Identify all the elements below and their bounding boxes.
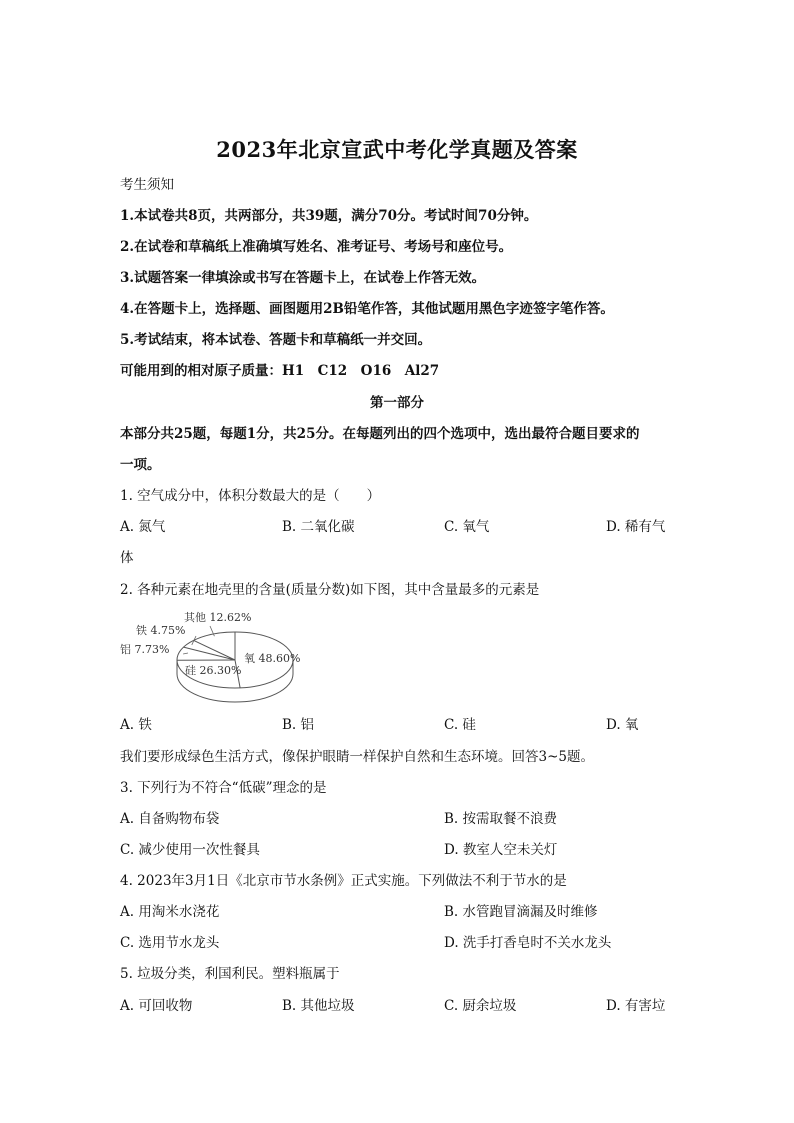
question-2-option-c: C. 硅 (444, 717, 476, 733)
question-1-option-b: B. 二氧化碳 (282, 519, 355, 535)
question-4-option-b: B. 水管跑冒滴漏及时维修 (444, 904, 598, 920)
notice-item: 4.在答题卡上，选择题、画图题用2B铅笔作答，其他试题用黑色字迹签字笔作答。 (120, 301, 614, 317)
question-1-option-d: D. 稀有气 (606, 519, 666, 535)
question-4-option-d: D. 洗手打香皂时不关水龙头 (444, 935, 612, 951)
question-5-stem: 5. 垃圾分类，利国利民。塑料瓶属于 (120, 966, 340, 982)
question-3-stem: 3. 下列行为不符合“低碳”理念的是 (120, 780, 327, 796)
pie-slice-label: 铁 4.75% (136, 624, 186, 637)
notice-item: 3.试题答案一律填涂或书写在答题卡上，在试卷上作答无效。 (120, 270, 486, 286)
question-2-option-a: A. 铁 (120, 717, 152, 733)
question-5-option-c: C. 厨余垃圾 (444, 998, 517, 1014)
page-title: 2023年北京宣武中考化学真题及答案 (216, 137, 578, 162)
question-2-option-b: B. 铝 (282, 717, 315, 733)
context-3-5: 我们要形成绿色生活方式，像保护眼睛一样保护自然和生态环境。回答3~5题。 (120, 749, 594, 765)
question-2-stem: 2. 各种元素在地壳里的含量(质量分数)如下图，其中含量最多的元素是 (120, 582, 540, 598)
question-4-option-c: C. 选用节水龙头 (120, 935, 220, 951)
pie-slice-label: 铝 7.73% (120, 643, 170, 656)
part1-instruction: 本部分共25题，每题1分，共25分。在每题列出的四个选项中，选出最符合题目要求的 (120, 426, 640, 442)
question-5-option-a: A. 可回收物 (120, 998, 193, 1014)
question-1-option-c: C. 氧气 (444, 519, 490, 535)
pie-slice-label: 其他 12.62% (184, 611, 252, 624)
atomic-mass-line: 可能用到的相对原子质量：H1 C12 O16 Al27 (120, 363, 440, 379)
question-3-option-b: B. 按需取餐不浪费 (444, 811, 558, 827)
part1-heading: 第一部分 (370, 395, 424, 411)
notice-item: 5.考试结束，将本试卷、答题卡和草稿纸一并交回。 (120, 332, 432, 348)
question-5-option-d: D. 有害垃 (606, 998, 666, 1014)
notice-heading: 考生须知 (120, 177, 174, 193)
question-4-stem: 4. 2023年3月1日《北京市节水条例》正式实施。下列做法不利于节水的是 (120, 873, 567, 889)
question-2-option-d: D. 氧 (606, 717, 639, 733)
question-5-option-b: B. 其他垃圾 (282, 998, 355, 1014)
question-1-stem: 1. 空气成分中，体积分数最大的是（ ） (120, 488, 381, 504)
crust-element-pie-chart (118, 604, 301, 712)
pie-slice-label: 氧 48.60% (244, 652, 301, 665)
question-1-option-d-wrap: 体 (120, 550, 134, 566)
question-3-option-a: A. 自备购物布袋 (120, 811, 220, 827)
question-1-option-a: A. 氮气 (120, 519, 166, 535)
notice-item: 2.在试卷和草稿纸上准确填写姓名、准考证号、考场号和座位号。 (120, 239, 513, 255)
notice-item: 1.本试卷共8页，共两部分，共39题，满分70分。考试时间70分钟。 (120, 208, 538, 224)
part1-instruction-cont: 一项。 (120, 457, 161, 473)
question-4-option-a: A. 用淘米水浇花 (120, 904, 220, 920)
question-3-option-d: D. 教室人空未关灯 (444, 842, 558, 858)
pie-slice-label: 硅 26.30% (185, 664, 242, 677)
question-3-option-c: C. 减少使用一次性餐具 (120, 842, 260, 858)
